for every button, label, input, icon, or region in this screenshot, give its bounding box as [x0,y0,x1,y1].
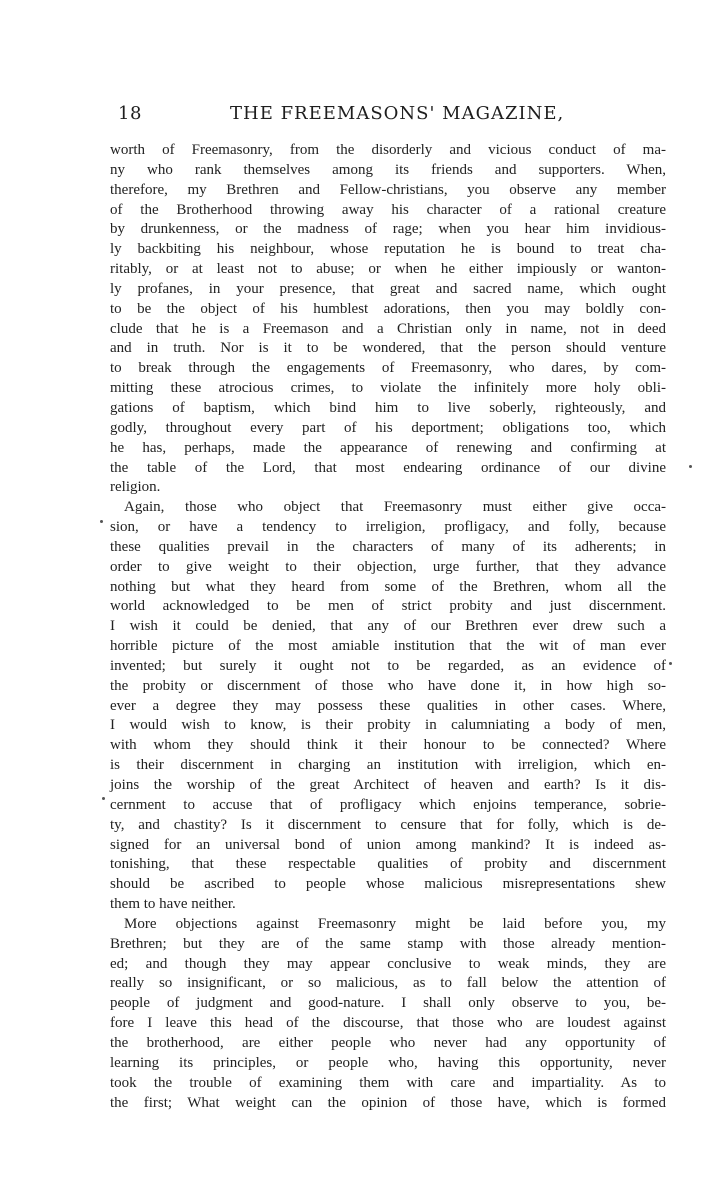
text-line: invented; but surely it ought not to be regarded, as an evidence of [110,657,666,674]
text-line: took the trouble of examining them with care and impartiality. As to [110,1074,666,1091]
text-line: fore I leave this head of the discourse, that those who are loudest against [110,1015,666,1032]
text-line: and in truth. Nor is it to be wondered, that the person should venture [110,340,666,357]
text-line: More objections against Freemasonry might be laid before you, my [124,915,666,932]
text-line: he has, perhaps, made the appearance of renewing and confirming at [110,439,666,456]
text-line: the probity or discernment of those who have done it, in how high so- [110,677,666,694]
text-line: cernment to accuse that of profligacy which enjoins temperance, sobrie- [110,796,666,813]
text-line: I wish it could be denied, that any of our Brethren ever drew such a [110,618,666,635]
text-line: nothing but what they heard from some of the Brethren, whom all the [110,578,666,595]
text-line: ever a degree they may possess these qualities in other cases. Where, [110,697,666,714]
text-line: religion. [110,479,161,496]
text-line: to be the object of his humblest adorations, then you may boldly con- [110,300,666,317]
text-line: joins the worship of the great Architect of heaven and earth? Is it dis- [110,777,666,793]
text-line: therefore, my Brethren and Fellow-christians, you observe any member [110,181,666,198]
page-number: 18 [118,103,142,124]
text-line: ly profanes, in your presence, that great and sacred name, which ought [110,280,666,297]
print-speck [100,520,103,523]
text-line: ritably, or at least not to abuse; or when he either impiously or wanton- [110,261,666,278]
text-line: Again, those who object that Freemasonry must either give occa- [124,499,666,516]
text-line: learning its principles, or people who, having this opportunity, never [110,1054,666,1071]
text-line: sion, or have a tendency to irreligion, profligacy, and folly, because [110,519,666,536]
text-line: them to have neither. [110,896,236,913]
text-line: worth of Freemasonry, from the disorderly and vicious conduct of ma- [110,142,666,158]
text-line: world acknowledged to be men of strict probity and just discernment. [110,598,666,615]
text-line: mitting these atrocious crimes, to violate the infinitely more holy obli- [110,380,666,397]
text-line: to break through the engagements of Freemasonry, who dares, by com- [110,360,666,377]
text-line: signed for an universal bond of union among mankind? It is indeed as- [110,836,666,853]
text-line: with whom they should think it their honour to be connected? Where [110,737,666,754]
text-line: of the Brotherhood throwing away his character of a rational creature [110,201,666,218]
text-line: tonishing, that these respectable qualities of probity and discernment [110,856,666,873]
text-line: ny who rank themselves among its friends and supporters. When, [110,161,666,178]
text-line: godly, throughout every part of his deportment; obligations too, which [110,419,666,436]
text-line: I would wish to know, is their probity in calumniating a body of men, [110,717,666,734]
print-speck [102,797,105,800]
text-line: the first; What weight can the opinion of those have, which is formed [110,1094,666,1111]
print-speck [669,662,672,665]
text-line: these qualities prevail in the characters of many of its adherents; in [110,538,666,555]
page-header [118,103,668,129]
body-text [110,141,666,1113]
text-line: ty, and chastity? Is it discernment to censure that for folly, which is de- [110,816,666,833]
text-line: people of judgment and good-nature. I shall only observe to you, be- [110,995,666,1012]
print-speck [689,465,692,468]
text-line: should be ascribed to people whose malicious misrepresentations shew [110,876,666,893]
running-title: THE FREEMASONS' MAGAZINE, [230,103,565,124]
text-line: gations of baptism, which bind him to live soberly, righteously, and [110,399,666,416]
text-line: ly backbiting his neighbour, whose reputation he is bound to treat cha- [110,241,666,258]
text-line: really so insignificant, or so malicious, as to fall below the attention of [110,975,666,992]
text-line: horrible picture of the most amiable institution that the wit of man ever [110,638,666,655]
text-line: is their discernment in charging an institution with irreligion, which en- [110,757,666,774]
text-line: the brotherhood, are either people who never had any opportunity of [110,1034,666,1051]
text-line: order to give weight to their objection, urge further, that they advance [110,558,666,575]
text-line: by drunkenness, or the madness of rage; when you hear him invidious- [110,221,666,238]
text-line: the table of the Lord, that most endearing ordinance of our divine [110,459,666,476]
text-line: clude that he is a Freemason and a Christian only in name, not in deed [110,320,666,337]
text-line: ed; and though they may appear conclusive to weak minds, they are [110,955,666,972]
text-line: Brethren; but they are of the same stamp with those already mention- [110,935,666,952]
